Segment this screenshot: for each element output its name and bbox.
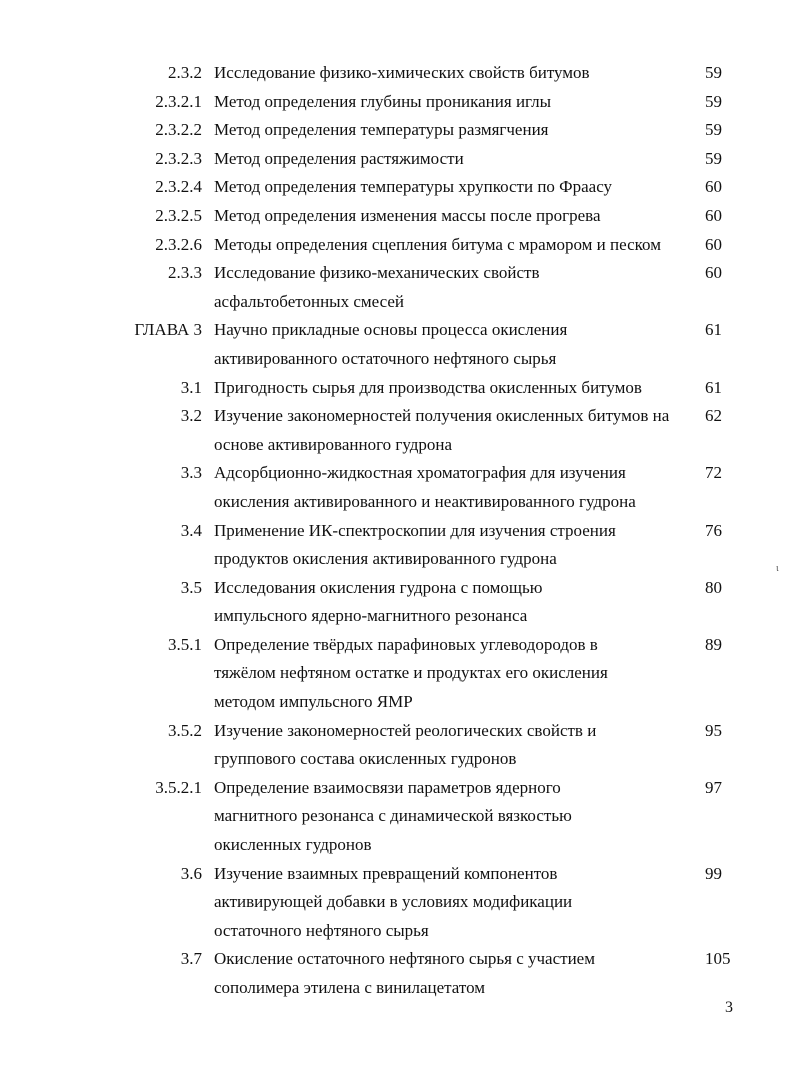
toc-entry-title-line: Методы определения сцепления битума с мрамором и песком	[214, 234, 661, 254]
toc-entry	[0, 631, 793, 717]
toc-entry	[0, 231, 793, 260]
toc-entry-number: 2.3.2.5	[155, 205, 202, 225]
toc-entry	[0, 259, 793, 316]
toc-entry-page: 59	[705, 63, 722, 82]
toc-entry-title-line: магнитного резонанса с динамической вязкостью	[214, 806, 572, 826]
toc-entry-page: 62	[705, 406, 722, 426]
toc-entry-title-line: окисленных гудронов	[214, 835, 372, 855]
toc-entry-page: 59	[705, 148, 722, 168]
toc-entry-number: 3.3	[180, 463, 202, 483]
toc-entry-title-line: группового состава окисленных гудронов	[214, 749, 517, 769]
toc-entry-title	[214, 860, 692, 946]
toc-entry-title-line: Исследование физико-химических свойств битумов	[214, 63, 590, 82]
toc-entry-title-line: Исследования окисления гудрона с помощью	[214, 577, 543, 597]
toc-entry-number: 3.5.1	[168, 634, 202, 654]
toc-entry-title	[214, 574, 692, 631]
toc-entry-number: 2.3.2.3	[155, 148, 202, 168]
toc-entry	[0, 402, 793, 459]
toc-entry	[0, 517, 793, 574]
toc-entry-number: 2.3.2.4	[155, 177, 202, 197]
toc-entry-title-line: Определение твёрдых парафиновых углеводородов в	[214, 634, 598, 654]
toc-entry-page: 72	[705, 463, 722, 483]
page-number: 3	[725, 999, 733, 1016]
toc-entry-page: 61	[705, 377, 722, 397]
toc-entry	[0, 459, 793, 516]
stray-mark: ι	[776, 563, 779, 574]
toc-entry	[0, 145, 793, 174]
toc-entry-title	[214, 459, 692, 516]
toc-entry-title-line: активирующей добавки в условиях модификации	[214, 892, 573, 912]
toc-entry-page: 89	[705, 634, 722, 654]
toc-entry-title-line: методом импульсного ЯМР	[214, 692, 413, 712]
toc-entry	[0, 316, 793, 373]
toc-entry-title-line: Исследование физико-механических свойств	[214, 263, 540, 283]
toc-entry-title	[214, 402, 692, 459]
toc-entry	[0, 717, 793, 774]
toc-entry-title-line: Метод определения температуры хрупкости по Фраасу	[214, 177, 613, 197]
toc-entry-page: 99	[705, 863, 722, 883]
toc-entry-title	[214, 116, 692, 145]
toc-entry	[0, 774, 793, 860]
toc-entry-number: 3.7	[180, 949, 202, 969]
toc-entry-title-line: Пригодность сырья для производства окисленных битумов	[214, 377, 642, 397]
toc-entry-title	[214, 202, 692, 231]
toc-entry-page: 80	[705, 577, 722, 597]
toc-entry-title-line: Применение ИК-спектроскопии для изучения строения	[214, 520, 616, 540]
toc-entry	[0, 945, 793, 1002]
toc-entry-page: 59	[705, 120, 722, 140]
toc-entry-title-line: Метод определения глубины проникания иглы	[214, 91, 552, 111]
toc-entry-title-line: Изучение взаимных превращений компонентов	[214, 863, 558, 883]
toc-entry-page: 60	[705, 263, 722, 283]
toc-entry-title-line: тяжёлом нефтяном остатке и продуктах его окисления	[214, 663, 608, 683]
toc-entry-title	[214, 173, 692, 202]
toc-entry-number: 2.3.2.1	[155, 91, 202, 111]
toc-entry-page: 95	[705, 720, 722, 740]
toc-entry-title-line: продуктов окисления активированного гудрона	[214, 549, 557, 569]
toc-entry-page: 60	[705, 234, 722, 254]
toc-entry-title	[214, 717, 692, 774]
toc-entry-page: 61	[705, 320, 722, 340]
toc-entry-title-line: активированного остаточного нефтяного сырья	[214, 348, 557, 368]
toc-entry-number: 3.2	[180, 406, 202, 426]
toc-entry-number: 3.5	[180, 577, 202, 597]
toc-entry-title-line: Изучение закономерностей реологических свойств и	[214, 720, 597, 740]
toc-entry-number: 2.3.2.2	[155, 120, 202, 140]
toc-entry-title-line: Изучение закономерностей получения окисленных битумов на	[214, 406, 670, 426]
toc-entry	[0, 374, 793, 403]
toc-entry-title	[214, 259, 692, 316]
toc-entry-number: 3.5.2.1	[155, 777, 202, 797]
toc-entry-title-line: Окисление остаточного нефтяного сырья с участием	[214, 949, 595, 969]
toc-entry	[0, 116, 793, 145]
toc-entry-title-line: основе активированного гудрона	[214, 434, 453, 454]
toc-entry-title-line: Адсорбционно-жидкостная хроматография для изучения	[214, 463, 626, 483]
toc-entry-number: 3.1	[180, 377, 202, 397]
toc-entry-number: 2.3.3	[168, 263, 202, 283]
toc-entry-title	[214, 231, 692, 260]
toc-entry-title	[214, 145, 692, 174]
toc-entry-title-line: сополимера этилена с винилацетатом	[214, 978, 486, 997]
toc-entry-number: 3.6	[180, 863, 202, 883]
toc-entry-title-line: импульсного ядерно-магнитного резонанса	[214, 606, 528, 626]
toc-entry-title	[214, 631, 692, 717]
toc-entry-title	[214, 945, 692, 1002]
toc-entry-title	[214, 374, 692, 403]
toc-entry-page: 105	[705, 949, 731, 969]
toc-entry	[0, 59, 793, 88]
toc-entry-title-line: Определение взаимосвязи параметров ядерного	[214, 777, 561, 797]
toc-entry-title-line: Научно прикладные основы процесса окисления	[214, 320, 568, 340]
toc-entry-page: 60	[705, 205, 722, 225]
toc-entry-title-line: Метод определения растяжимости	[214, 148, 464, 168]
toc-entry-page: 97	[705, 777, 722, 797]
toc-entry-title	[214, 88, 692, 117]
toc-entry	[0, 860, 793, 946]
toc-entry-title-line: Метод определения температуры размягчения	[214, 120, 549, 140]
toc-entry	[0, 88, 793, 117]
toc-entry-title-line: асфальтобетонных смесей	[214, 291, 405, 311]
toc-entry-page: 76	[705, 520, 722, 540]
toc-entry-number: ГЛАВА 3	[134, 320, 202, 340]
toc-entry-title	[214, 774, 692, 860]
toc-entry	[0, 202, 793, 231]
table-of-contents	[0, 59, 793, 1003]
toc-entry-title	[214, 517, 692, 574]
toc-entry	[0, 574, 793, 631]
toc-entry-title-line: остаточного нефтяного сырья	[214, 920, 429, 940]
toc-entry	[0, 173, 793, 202]
toc-entry-title	[214, 59, 692, 88]
toc-entry-number: 3.4	[180, 520, 202, 540]
toc-entry-page: 59	[705, 91, 722, 111]
toc-entry-title-line: окисления активированного и неактивированного гудрона	[214, 491, 636, 511]
toc-entry-number: 2.3.2.6	[155, 234, 202, 254]
toc-entry-title	[214, 316, 692, 373]
toc-entry-number: 3.5.2	[168, 720, 202, 740]
toc-entry-number: 2.3.2	[168, 63, 202, 82]
toc-entry-title-line: Метод определения изменения массы после прогрева	[214, 205, 601, 225]
toc-entry-page: 60	[705, 177, 722, 197]
